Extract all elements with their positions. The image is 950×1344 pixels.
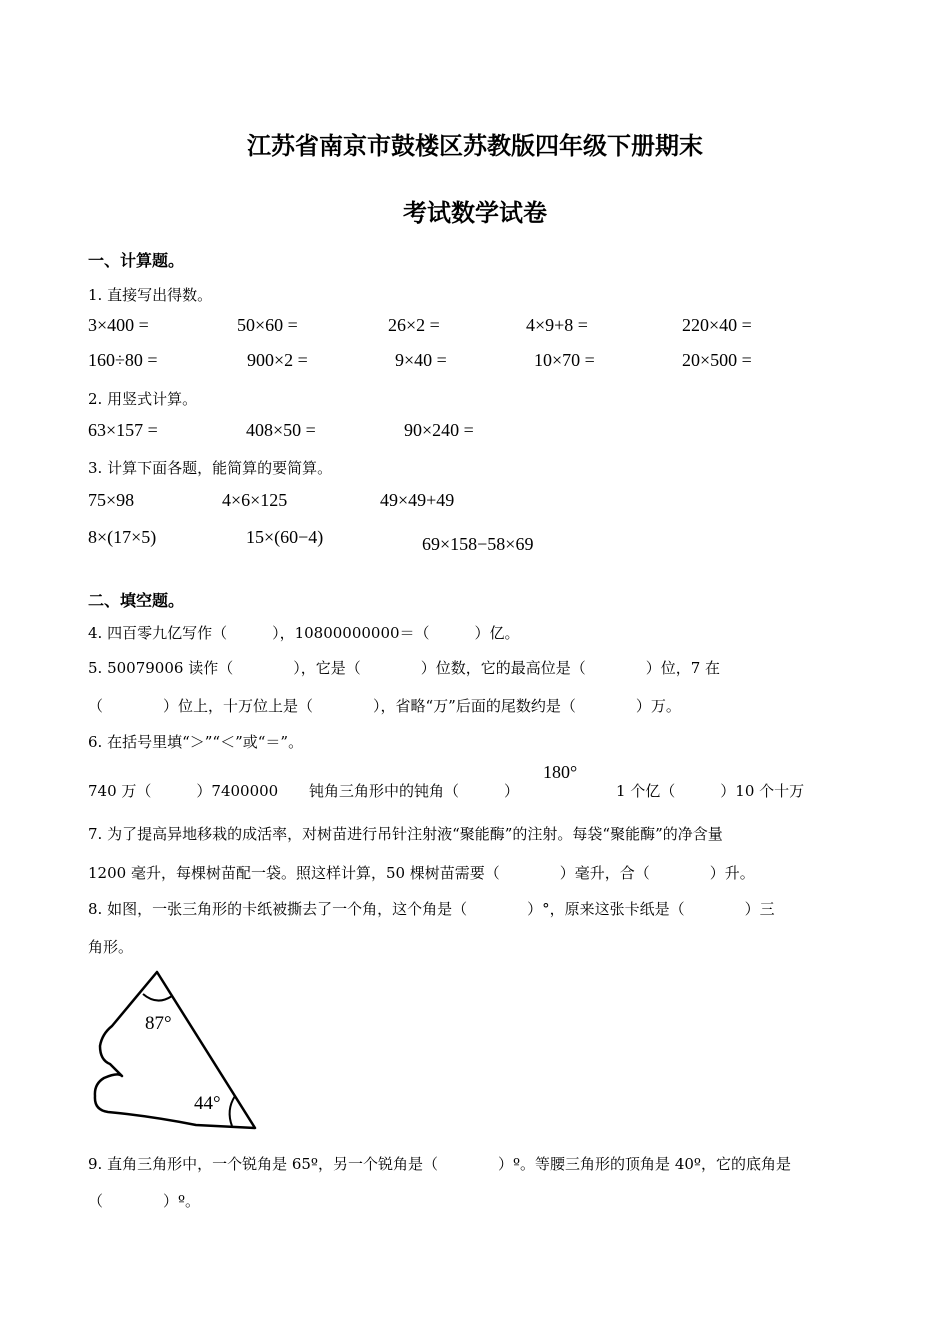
- q2-item: 63×157 =: [88, 420, 158, 440]
- q3-item: 8×(17×5): [88, 527, 157, 547]
- question-3-prompt: 3. 计算下面各题，能简算的要简算。: [88, 459, 333, 477]
- question-5-line2: （ ）位上，十万位上是（ ），省略“万”后面的尾数约是（ ）万。: [88, 697, 681, 715]
- q1-item: 10×70 =: [534, 350, 595, 370]
- q3-item: 4×6×125: [222, 490, 288, 510]
- question-7-line2: 1200 毫升，每棵树苗配一袋。照这样计算，50 棵树苗需要（ ）毫升，合（ ）升。: [88, 864, 755, 882]
- angle-arc-top: [143, 994, 172, 1001]
- q3-item: 75×98: [88, 490, 135, 510]
- q1-item: 26×2 =: [388, 315, 440, 335]
- page-title: 江苏省南京市鼓楼区苏教版四年级下册期末: [247, 132, 703, 160]
- q1-item: 4×9+8 =: [526, 315, 588, 335]
- question-8-line2: 角形。: [88, 938, 134, 956]
- q1-item: 160÷80 =: [88, 350, 158, 370]
- q1-item: 3×400 =: [88, 315, 149, 335]
- q3-item: 15×(60−4): [246, 527, 324, 547]
- question-7-line1: 7. 为了提高异地移栽的成活率，对树苗进行吊针注射液“聚能酶”的注射。每袋“聚能酶”的净含量: [88, 825, 723, 843]
- page-subtitle: 考试数学试卷: [403, 199, 547, 227]
- section-heading-fill-in: 二、填空题。: [88, 591, 185, 610]
- q3-item: 69×158−58×69: [422, 534, 534, 554]
- question-9-line2: （ ）º。: [88, 1192, 201, 1210]
- question-9-line1: 9. 直角三角形中，一个锐角是 65º，另一个锐角是（ ）º。等腰三角形的顶角是 40º，它的底角是: [88, 1155, 791, 1173]
- question-1-prompt: 1. 直接写出得数。: [88, 286, 213, 304]
- q6-item-2: 钝角三角形中的钝角（ ）: [309, 782, 520, 800]
- question-6-prompt: 6. 在括号里填“＞”“＜”或“＝”。: [88, 733, 304, 751]
- q6-item-1: 740 万（ ）7400000: [88, 782, 279, 800]
- angle-arc-bottom: [230, 1096, 235, 1126]
- q2-item: 408×50 =: [246, 420, 316, 440]
- question-5-line1: 5. 50079006 读作（ ），它是（ ）位数，它的最高位是（ ）位，7 在: [88, 659, 721, 677]
- angle-label-top: 87°: [145, 1013, 172, 1034]
- q3-item: 49×49+49: [380, 490, 455, 510]
- torn-triangle-figure: [90, 966, 265, 1136]
- q6-item-3: 1 个亿（ ）10 个十万: [616, 782, 805, 800]
- angle-label-bottom: 44°: [194, 1093, 221, 1114]
- q1-item: 220×40 =: [682, 315, 752, 335]
- q1-item: 9×40 =: [395, 350, 447, 370]
- q6-value-180: 180°: [543, 762, 578, 782]
- question-8-line1: 8. 如图，一张三角形的卡纸被撕去了一个角，这个角是（ ）°，原来这张卡纸是（ ）三: [88, 900, 775, 918]
- question-2-prompt: 2. 用竖式计算。: [88, 390, 198, 408]
- q1-item: 50×60 =: [237, 315, 298, 335]
- q1-item: 900×2 =: [247, 350, 308, 370]
- question-4: 4. 四百零九亿写作（ ），10800000000＝（ ）亿。: [88, 624, 520, 642]
- q2-item: 90×240 =: [404, 420, 474, 440]
- section-heading-calculation: 一、计算题。: [88, 251, 185, 270]
- q1-item: 20×500 =: [682, 350, 752, 370]
